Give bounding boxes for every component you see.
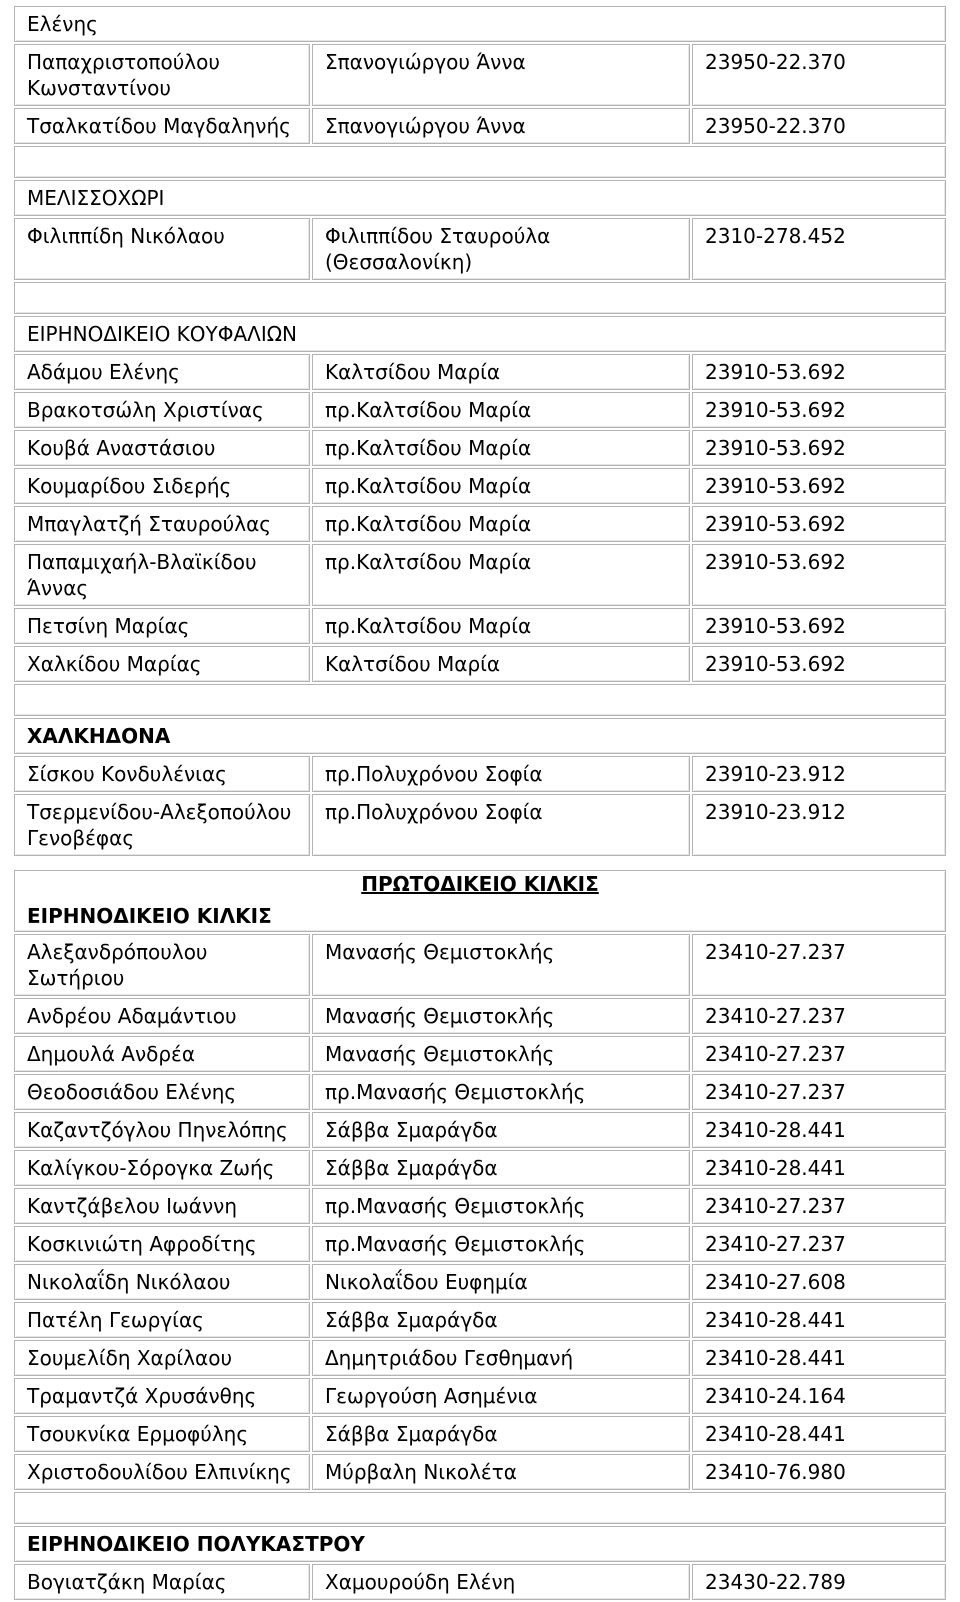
contact-name: πρ.Καλτσίδου Μαρία (312, 468, 690, 504)
section-header-block (14, 870, 946, 932)
contact-name: πρ.Καλτσίδου Μαρία (312, 506, 690, 542)
contact-name: πρ.Πολυχρόνου Σοφία (312, 794, 690, 856)
person-name: Αδάμου Ελένης (14, 354, 310, 390)
table-row (14, 1074, 946, 1110)
contact-name: Μανασής Θεμιστοκλής (312, 1036, 690, 1072)
contact-name: πρ.Μανασής Θεμιστοκλής (312, 1226, 690, 1262)
contact-name: Καλτσίδου Μαρία (312, 646, 690, 682)
phone-number: 23410-27.608 (692, 1264, 946, 1300)
phone-number: 23910-53.692 (692, 646, 946, 682)
person-name: Πατέλη Γεωργίας (14, 1302, 310, 1338)
table-row (14, 316, 946, 352)
person-name: Χριστοδουλίδου Ελπινίκης (14, 1454, 310, 1490)
contact-name: Σπανογιώργου Άννα (312, 108, 690, 144)
empty-row (14, 146, 946, 178)
person-name: Μπαγλατζή Σταυρούλας (14, 506, 310, 542)
table-row (14, 1416, 946, 1452)
person-name: Βρακοτσώλη Χριστίνας (14, 392, 310, 428)
table-row (14, 6, 946, 42)
table-row (14, 1226, 946, 1262)
phone-number: 23910-53.692 (692, 468, 946, 504)
section-header: Ελένης (14, 6, 946, 42)
person-name: Πετσίνη Μαρίας (14, 608, 310, 644)
person-name: Βογιατζάκη Μαρίας (14, 1564, 310, 1600)
table-row (14, 218, 946, 280)
table-row (14, 1454, 946, 1490)
table-row (14, 608, 946, 644)
phone-number: 23410-27.237 (692, 1074, 946, 1110)
table-row (14, 1112, 946, 1148)
person-name: Καντζάβελου Ιωάννη (14, 1188, 310, 1224)
contact-name: Μανασής Θεμιστοκλής (312, 934, 690, 996)
phone-number: 23410-76.980 (692, 1454, 946, 1490)
phone-number: 23910-53.692 (692, 506, 946, 542)
contact-name: πρ.Καλτσίδου Μαρία (312, 392, 690, 428)
table-row (14, 282, 946, 314)
person-name: Τσαλκατίδου Μαγδαληνής (14, 108, 310, 144)
person-name: Χαλκίδου Μαρίας (14, 646, 310, 682)
table-row (14, 146, 946, 178)
section-header: ΕΙΡΗΝΟΔΙΚΕΙΟ ΚΟΥΦΑΛΙΩΝ (14, 316, 946, 352)
table-row (14, 998, 946, 1034)
person-name: Σουμελίδη Χαρίλαου (14, 1340, 310, 1376)
table-row (14, 718, 946, 754)
table-row (14, 1378, 946, 1414)
phone-number: 23410-27.237 (692, 998, 946, 1034)
contact-name: Χαμουρούδη Ελένη (312, 1564, 690, 1600)
table-row (14, 934, 946, 996)
table-row (14, 646, 946, 682)
person-name: Αλεξανδρόπουλου Σωτήριου (14, 934, 310, 996)
phone-number: 23410-27.237 (692, 1036, 946, 1072)
contact-name: Σπανογιώργου Άννα (312, 44, 690, 106)
empty-row (14, 684, 946, 716)
table-row (14, 1302, 946, 1338)
phone-number: 23910-23.912 (692, 794, 946, 856)
phone-number: 23410-28.441 (692, 1112, 946, 1148)
table-row (14, 1564, 946, 1600)
section-header: ΜΕΛΙΣΣΟΧΩΡΙ (14, 180, 946, 216)
phone-number: 23410-28.441 (692, 1302, 946, 1338)
person-name: Καζαντζόγλου Πηνελόπης (14, 1112, 310, 1148)
table-row (14, 756, 946, 792)
table-row (14, 1150, 946, 1186)
section-header: ΕΙΡΗΝΟΔΙΚΕΙΟ ΠΟΛΥΚΑΣΤΡΟΥ (14, 1526, 946, 1562)
table-row (14, 684, 946, 716)
section-header: ΧΑΛΚΗΔΟΝΑ (14, 718, 946, 754)
person-name: Κοσκινιώτη Αφροδίτης (14, 1226, 310, 1262)
contact-name: πρ.Μανασής Θεμιστοκλής (312, 1188, 690, 1224)
table-row (14, 1340, 946, 1376)
phone-number: 23950-22.370 (692, 44, 946, 106)
section-header: ΕΙΡΗΝΟΔΙΚΕΙΟ ΚΙΛΚΙΣ (27, 904, 272, 928)
phone-number: 23410-24.164 (692, 1378, 946, 1414)
contact-name: Φιλιππίδου Σταυρούλα (Θεσσαλονίκη) (312, 218, 690, 280)
phone-number: 23910-53.692 (692, 544, 946, 606)
contact-name: Σάββα Σμαράγδα (312, 1302, 690, 1338)
document-table (14, 6, 946, 1602)
table-row (14, 180, 946, 216)
contact-name: Σάββα Σμαράγδα (312, 1150, 690, 1186)
person-name: Κουβά Αναστάσιου (14, 430, 310, 466)
person-name: Καλίγκου-Σόρογκα Ζωής (14, 1150, 310, 1186)
phone-number: 23410-27.237 (692, 934, 946, 996)
person-name: Παπαμιχαήλ-Βλαϊκίδου Άννας (14, 544, 310, 606)
court-title: ΠΡΩΤΟΔΙΚΕΙΟ ΚΙΛΚΙΣ (361, 872, 599, 896)
person-name: Σίσκου Κονδυλένιας (14, 756, 310, 792)
contact-name: πρ.Καλτσίδου Μαρία (312, 544, 690, 606)
phone-number: 2310-278.452 (692, 218, 946, 280)
table-row (14, 392, 946, 428)
table-row (14, 506, 946, 542)
table-row (14, 108, 946, 144)
table-row (14, 430, 946, 466)
contact-name: Καλτσίδου Μαρία (312, 354, 690, 390)
table-row (14, 44, 946, 106)
contact-name: Νικολαΐδου Ευφημία (312, 1264, 690, 1300)
person-name: Παπαχριστοπούλου Κωνσταντίνου (14, 44, 310, 106)
table-row (14, 1264, 946, 1300)
person-name: Τσερμενίδου-Αλεξοπούλου Γενοβέφας (14, 794, 310, 856)
phone-number: 23410-28.441 (692, 1340, 946, 1376)
phone-number: 23410-28.441 (692, 1150, 946, 1186)
table-row (14, 794, 946, 856)
person-name: Ανδρέου Αδαμάντιου (14, 998, 310, 1034)
phone-number: 23430-22.789 (692, 1564, 946, 1600)
contact-name: πρ.Πολυχρόνου Σοφία (312, 756, 690, 792)
contact-name: Σάββα Σμαράγδα (312, 1112, 690, 1148)
person-name: Νικολαΐδη Νικόλαου (14, 1264, 310, 1300)
contact-name: Γεωργούση Ασημένια (312, 1378, 690, 1414)
empty-row (14, 282, 946, 314)
contact-name: Δημητριάδου Γεσθημανή (312, 1340, 690, 1376)
phone-number: 23410-27.237 (692, 1188, 946, 1224)
contact-name: πρ.Μανασής Θεμιστοκλής (312, 1074, 690, 1110)
table-row (14, 1526, 946, 1562)
contact-name: Μύρβαλη Νικολέτα (312, 1454, 690, 1490)
person-name: Τραμαντζά Χρυσάνθης (14, 1378, 310, 1414)
person-name: Κουμαρίδου Σιδερής (14, 468, 310, 504)
phone-number: 23410-27.237 (692, 1226, 946, 1262)
table-row (14, 354, 946, 390)
phone-number: 23910-53.692 (692, 354, 946, 390)
phone-number: 23910-53.692 (692, 392, 946, 428)
empty-row (14, 1492, 946, 1524)
person-name: Φιλιππίδη Νικόλαου (14, 218, 310, 280)
table-row (14, 1188, 946, 1224)
phone-number: 23910-53.692 (692, 608, 946, 644)
person-name: Θεοδοσιάδου Ελένης (14, 1074, 310, 1110)
table-row (14, 468, 946, 504)
contact-name: πρ.Καλτσίδου Μαρία (312, 430, 690, 466)
table-row (14, 544, 946, 606)
person-name: Δημουλά Ανδρέα (14, 1036, 310, 1072)
phone-number: 23410-28.441 (692, 1416, 946, 1452)
phone-number: 23950-22.370 (692, 108, 946, 144)
table-row (14, 1036, 946, 1072)
contact-name: Σάββα Σμαράγδα (312, 1416, 690, 1452)
table-row (14, 870, 946, 932)
person-name: Τσουκνίκα Ερμοφύλης (14, 1416, 310, 1452)
phone-number: 23910-23.912 (692, 756, 946, 792)
contact-name: Μανασής Θεμιστοκλής (312, 998, 690, 1034)
contact-name: πρ.Καλτσίδου Μαρία (312, 608, 690, 644)
table-row (14, 1492, 946, 1524)
phone-number: 23910-53.692 (692, 430, 946, 466)
